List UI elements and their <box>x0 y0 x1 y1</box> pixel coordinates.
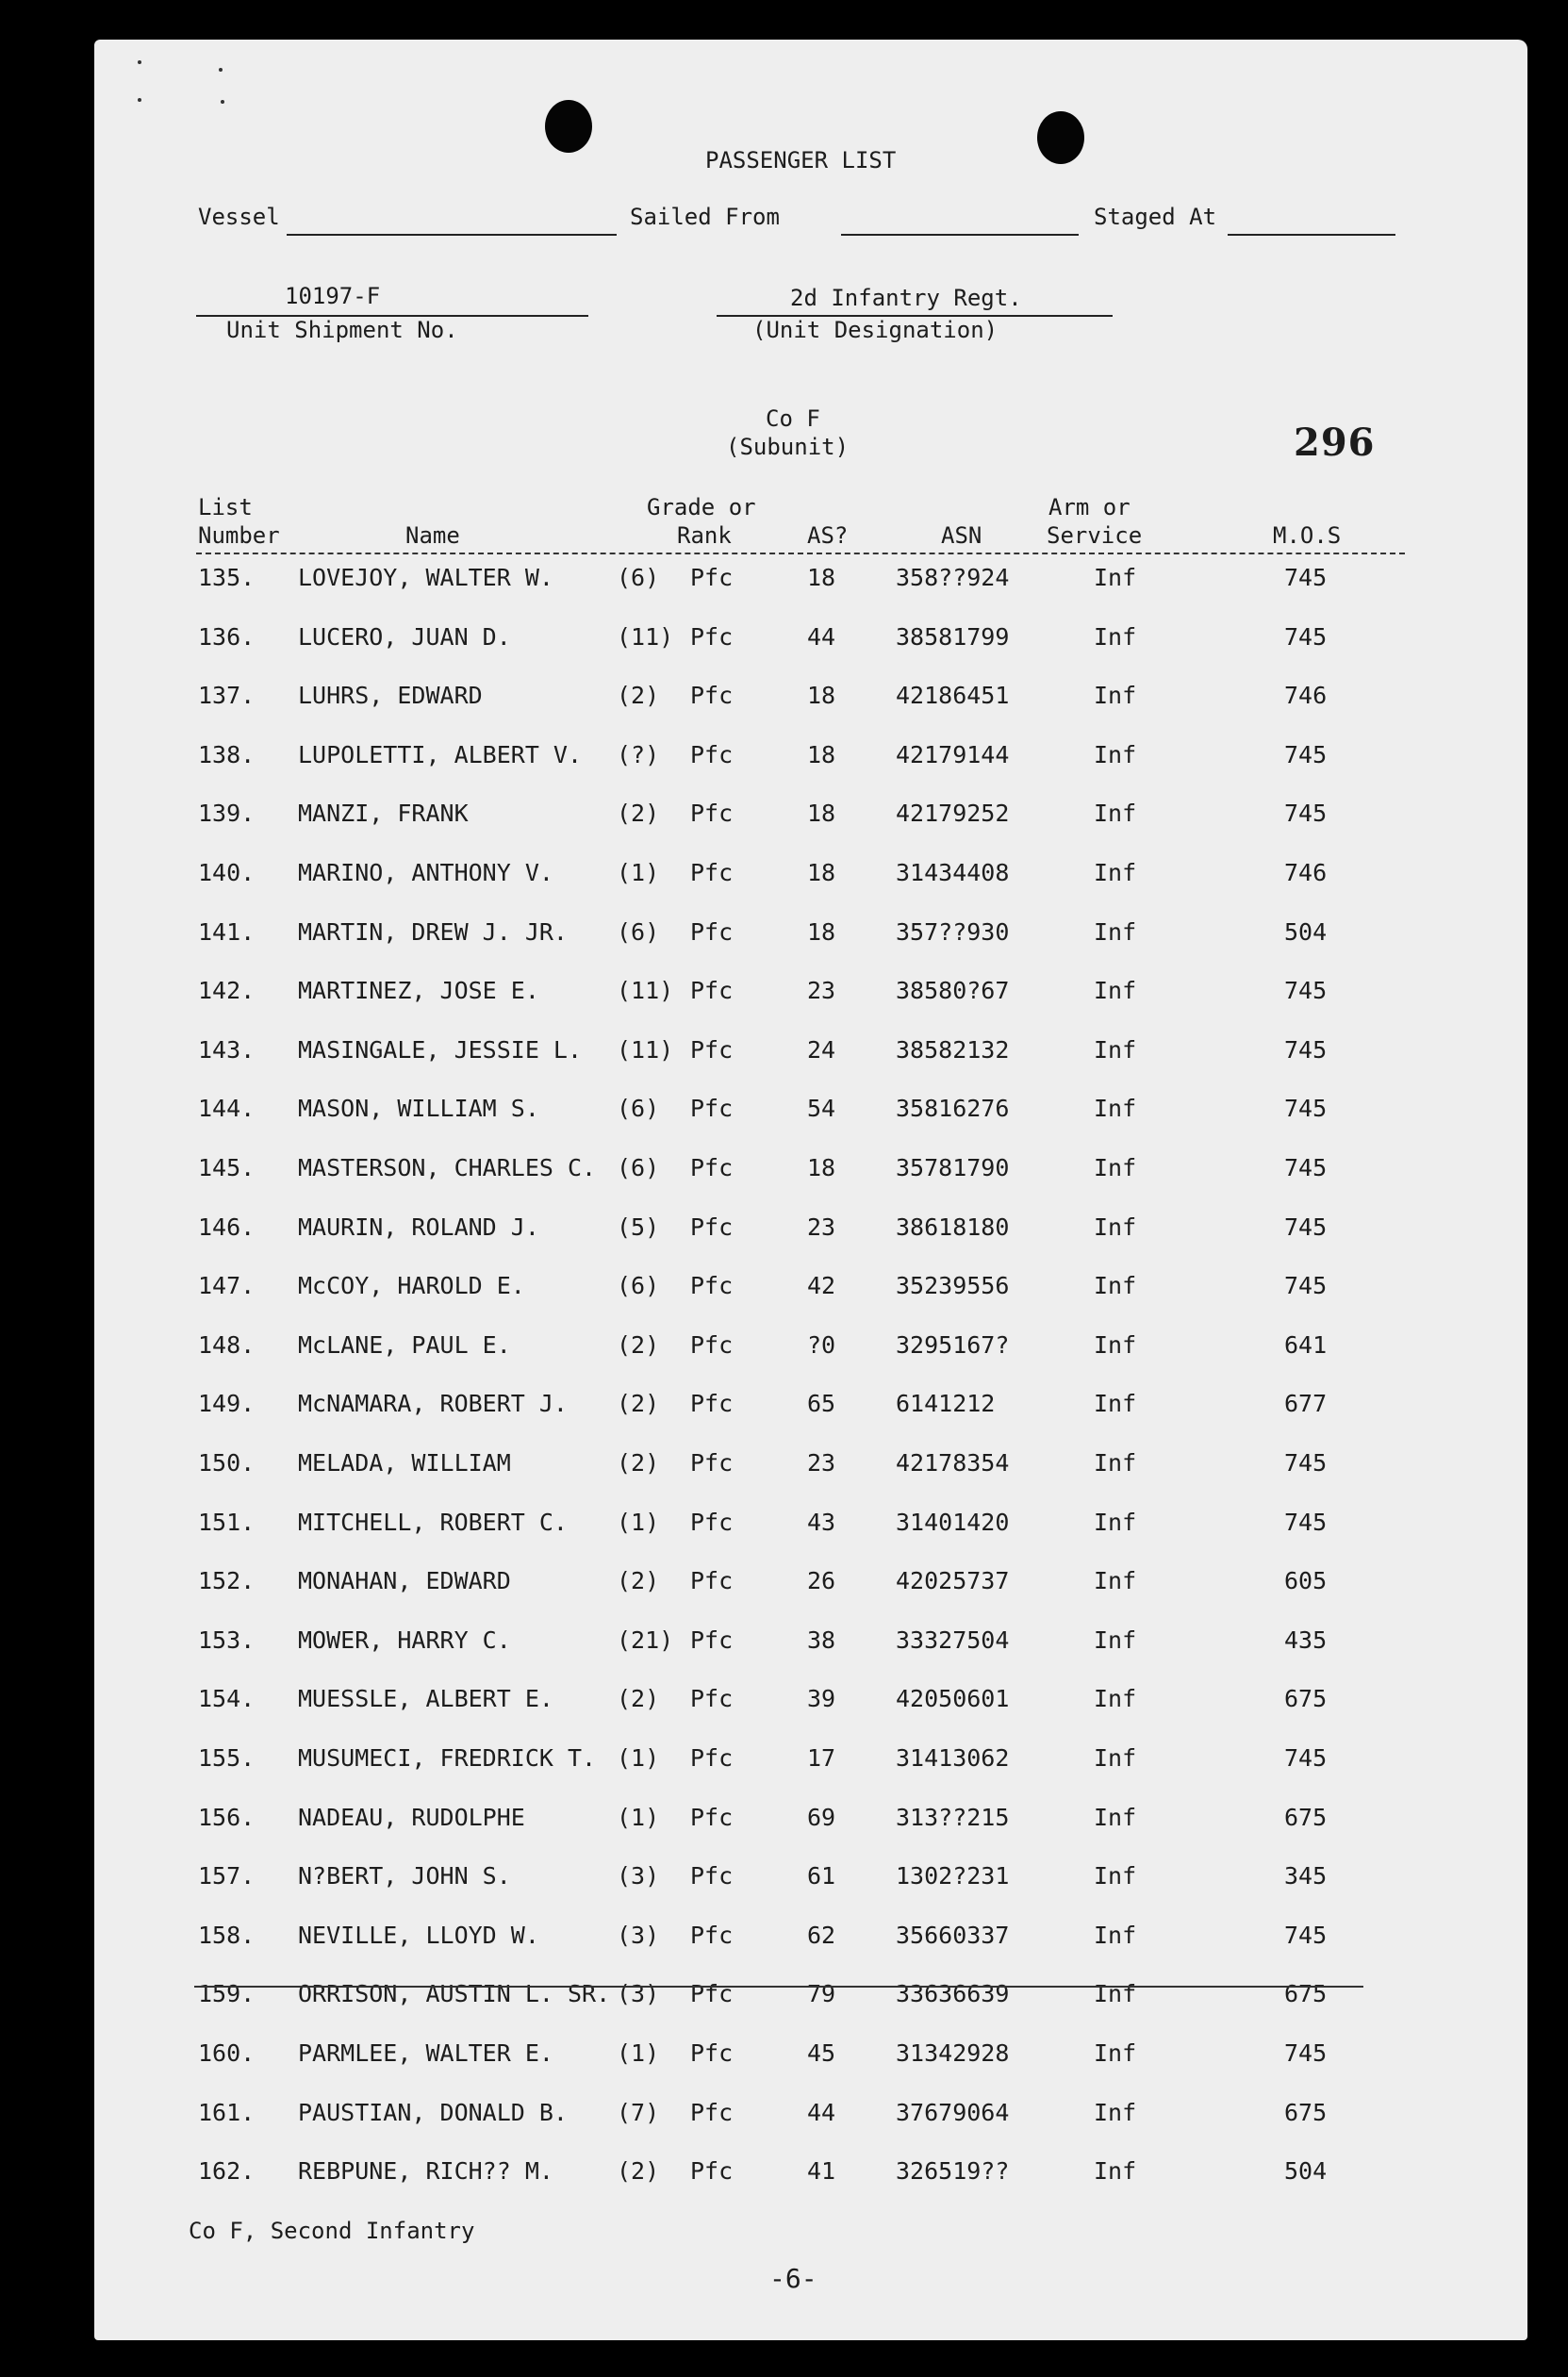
row-arm: Inf <box>1094 622 1137 651</box>
row-arm: Inf <box>1094 740 1137 768</box>
row-asn: 37679064 <box>896 2098 1010 2126</box>
row-mos: 745 <box>1284 800 1328 828</box>
row-age: 24 <box>807 1035 836 1064</box>
row-arm: Inf <box>1094 1921 1137 1949</box>
row-arm: Inf <box>1094 1390 1137 1418</box>
table-row <box>0 1862 1568 1921</box>
row-grade: (2) <box>617 682 660 710</box>
row-mos: 675 <box>1284 1685 1328 1713</box>
row-mos: 745 <box>1284 1508 1328 1536</box>
row-mos: 745 <box>1284 1449 1328 1477</box>
table-row <box>0 1685 1568 1743</box>
row-list-number: 139. <box>198 800 256 828</box>
row-mos: 745 <box>1284 1921 1328 1949</box>
col-arm-top: Arm or <box>1048 494 1131 520</box>
row-arm: Inf <box>1094 2098 1137 2126</box>
row-asn: 357??930 <box>896 917 1010 946</box>
row-list-number: 151. <box>198 1508 256 1536</box>
row-grade: (11) <box>617 1035 674 1064</box>
row-grade: (6) <box>617 1095 660 1123</box>
col-age: AS? <box>807 522 849 549</box>
table-row <box>0 1567 1568 1626</box>
row-rank: Pfc <box>690 1390 734 1418</box>
row-arm: Inf <box>1094 800 1137 828</box>
row-arm: Inf <box>1094 1035 1137 1064</box>
row-list-number: 161. <box>198 2098 256 2126</box>
row-mos: 345 <box>1284 1862 1328 1890</box>
table-row <box>0 1095 1568 1153</box>
table-row <box>0 1509 1568 1567</box>
row-mos: 746 <box>1284 859 1328 886</box>
row-age: 18 <box>807 740 836 768</box>
row-name: N?BERT, JOHN S. <box>298 1862 511 1890</box>
row-rank: Pfc <box>690 1449 734 1477</box>
row-age: 18 <box>807 564 836 591</box>
table-row <box>0 977 1568 1035</box>
table-row <box>0 564 1568 622</box>
row-mos: 745 <box>1284 1213 1328 1241</box>
table-row <box>0 682 1568 740</box>
row-name: MASTERSON, CHARLES C. <box>298 1154 597 1181</box>
row-rank: Pfc <box>690 1685 734 1713</box>
row-age: 18 <box>807 859 836 886</box>
company-sub-label: (Subunit) <box>726 434 850 460</box>
row-age: 23 <box>807 1449 836 1477</box>
table-row <box>0 1213 1568 1272</box>
row-list-number: 159. <box>198 1980 256 2008</box>
row-grade: (3) <box>617 1862 660 1890</box>
row-name: MUESSLE, ALBERT E. <box>298 1685 553 1713</box>
table-row <box>0 623 1568 682</box>
row-mos: 745 <box>1284 1095 1328 1123</box>
row-mos: 677 <box>1284 1390 1328 1418</box>
row-grade: (2) <box>617 1330 660 1359</box>
col-grade-bottom: Rank <box>677 522 732 549</box>
row-list-number: 153. <box>198 1626 256 1654</box>
row-name: NEVILLE, LLOYD W. <box>298 1921 539 1949</box>
row-grade: (2) <box>617 800 660 828</box>
row-arm: Inf <box>1094 1567 1137 1595</box>
row-arm: Inf <box>1094 1154 1137 1181</box>
row-list-number: 144. <box>198 1095 256 1123</box>
row-rank: Pfc <box>690 1744 734 1772</box>
row-mos: 745 <box>1284 1744 1328 1772</box>
form-title: PASSENGER LIST <box>705 147 897 173</box>
row-asn: 35239556 <box>896 1272 1010 1300</box>
row-age: 42 <box>807 1272 836 1300</box>
row-age: 65 <box>807 1390 836 1418</box>
row-list-number: 162. <box>198 2157 256 2186</box>
row-name: MAURIN, ROLAND J. <box>298 1213 539 1241</box>
company-value: Co F <box>766 405 820 432</box>
strike-through-line <box>194 1986 1363 1988</box>
row-name: McLANE, PAUL E. <box>298 1330 511 1359</box>
row-arm: Inf <box>1094 1095 1137 1123</box>
row-age: 38 <box>807 1626 836 1654</box>
unit-designation-label: (Unit Designation) <box>752 317 999 343</box>
scan-speck <box>221 100 224 104</box>
col-list-number-bottom: Number <box>198 522 280 549</box>
row-name: MASON, WILLIAM S. <box>298 1095 539 1123</box>
table-row <box>0 1154 1568 1213</box>
row-age: 23 <box>807 977 836 1005</box>
row-rank: Pfc <box>690 977 734 1005</box>
row-rank: Pfc <box>690 800 734 828</box>
row-mos: 675 <box>1284 2098 1328 2126</box>
row-rank: Pfc <box>690 1035 734 1064</box>
row-rank: Pfc <box>690 1213 734 1241</box>
row-grade: (2) <box>617 1567 660 1595</box>
row-grade: (2) <box>617 1449 660 1477</box>
row-asn: 31434408 <box>896 859 1010 886</box>
scan-speck <box>138 60 141 64</box>
row-name: MANZI, FRANK <box>298 800 469 828</box>
row-arm: Inf <box>1094 564 1137 591</box>
row-name: MARTIN, DREW J. JR. <box>298 917 568 946</box>
row-mos: 745 <box>1284 1272 1328 1300</box>
row-age: 43 <box>807 1508 836 1536</box>
row-rank: Pfc <box>690 1154 734 1181</box>
row-asn: 38618180 <box>896 1213 1010 1241</box>
col-grade-top: Grade or <box>647 494 756 520</box>
row-arm: Inf <box>1094 1803 1137 1831</box>
row-rank: Pfc <box>690 1921 734 1949</box>
row-asn: 326519?? <box>896 2157 1010 2186</box>
row-list-number: 138. <box>198 740 256 768</box>
table-row <box>0 2157 1568 2216</box>
table-row <box>0 1272 1568 1330</box>
row-list-number: 152. <box>198 1567 256 1595</box>
row-rank: Pfc <box>690 1567 734 1595</box>
row-list-number: 141. <box>198 917 256 946</box>
row-rank: Pfc <box>690 1862 734 1890</box>
row-grade: (1) <box>617 1508 660 1536</box>
row-name: McNAMARA, ROBERT J. <box>298 1390 568 1418</box>
row-arm: Inf <box>1094 1862 1137 1890</box>
row-arm: Inf <box>1094 1449 1137 1477</box>
row-name: MOWER, HARRY C. <box>298 1626 511 1654</box>
row-asn: 35660337 <box>896 1921 1010 1949</box>
row-mos: 745 <box>1284 1154 1328 1181</box>
row-grade: (1) <box>617 2039 660 2067</box>
row-grade: (21) <box>617 1626 674 1654</box>
row-asn: 38581799 <box>896 622 1010 651</box>
row-age: 44 <box>807 2098 836 2126</box>
row-grade: (3) <box>617 1980 660 2008</box>
row-arm: Inf <box>1094 917 1137 946</box>
unit-shipment-label: Unit Shipment No. <box>226 317 458 343</box>
row-name: ORRISON, AUSTIN L. SR. <box>298 1980 611 2008</box>
row-rank: Pfc <box>690 917 734 946</box>
row-grade: (2) <box>617 1685 660 1713</box>
row-list-number: 142. <box>198 977 256 1005</box>
row-grade: (1) <box>617 1803 660 1831</box>
vessel-label: Vessel <box>198 204 280 230</box>
row-arm: Inf <box>1094 1213 1137 1241</box>
row-arm: Inf <box>1094 1508 1137 1536</box>
row-mos: 745 <box>1284 740 1328 768</box>
row-asn: 33636639 <box>896 1980 1010 2008</box>
row-age: 39 <box>807 1685 836 1713</box>
row-list-number: 160. <box>198 2039 256 2067</box>
unit-shipment-number: 10197-F <box>285 283 381 309</box>
row-arm: Inf <box>1094 682 1137 710</box>
table-row <box>0 741 1568 800</box>
row-rank: Pfc <box>690 564 734 591</box>
table-row <box>0 859 1568 917</box>
row-grade: (6) <box>617 1272 660 1300</box>
row-list-number: 135. <box>198 564 256 591</box>
row-age: 44 <box>807 622 836 651</box>
row-arm: Inf <box>1094 1980 1137 2008</box>
row-name: McCOY, HAROLD E. <box>298 1272 525 1300</box>
table-row <box>0 1804 1568 1862</box>
row-age: 18 <box>807 800 836 828</box>
row-grade: (7) <box>617 2098 660 2126</box>
row-arm: Inf <box>1094 859 1137 886</box>
row-rank: Pfc <box>690 1980 734 2008</box>
row-asn: 42178354 <box>896 1449 1010 1477</box>
row-mos: 745 <box>1284 564 1328 591</box>
row-asn: 313??215 <box>896 1803 1010 1831</box>
row-asn: 31342928 <box>896 2039 1010 2067</box>
page-number-stamp: 296 <box>1294 421 1376 465</box>
staged-at-label: Staged At <box>1094 204 1217 230</box>
row-grade: (5) <box>617 1213 660 1241</box>
row-rank: Pfc <box>690 859 734 886</box>
table-row <box>0 1922 1568 1980</box>
row-list-number: 155. <box>198 1744 256 1772</box>
row-list-number: 146. <box>198 1213 256 1241</box>
row-asn: 33327504 <box>896 1626 1010 1654</box>
row-list-number: 147. <box>198 1272 256 1300</box>
row-age: 54 <box>807 1095 836 1123</box>
row-rank: Pfc <box>690 1626 734 1654</box>
row-asn: 42179144 <box>896 740 1010 768</box>
row-arm: Inf <box>1094 2039 1137 2067</box>
row-mos: 675 <box>1284 1980 1328 2008</box>
row-asn: 31401420 <box>896 1508 1010 1536</box>
row-asn: 38580?67 <box>896 977 1010 1005</box>
table-row <box>0 2039 1568 2098</box>
row-list-number: 137. <box>198 682 256 710</box>
row-name: LUCERO, JUAN D. <box>298 622 511 651</box>
table-row <box>0 1449 1568 1508</box>
row-asn: 42050601 <box>896 1685 1010 1713</box>
row-asn: 42025737 <box>896 1567 1010 1595</box>
row-mos: 745 <box>1284 977 1328 1005</box>
row-rank: Pfc <box>690 2157 734 2186</box>
row-age: ?0 <box>807 1330 836 1359</box>
row-list-number: 145. <box>198 1154 256 1181</box>
row-name: MARTINEZ, JOSE E. <box>298 977 539 1005</box>
row-rank: Pfc <box>690 682 734 710</box>
row-asn: 42186451 <box>896 682 1010 710</box>
row-mos: 746 <box>1284 682 1328 710</box>
row-asn: 35781790 <box>896 1154 1010 1181</box>
row-arm: Inf <box>1094 1744 1137 1772</box>
row-asn: 31413062 <box>896 1744 1010 1772</box>
row-mos: 745 <box>1284 1035 1328 1064</box>
row-mos: 675 <box>1284 1803 1328 1831</box>
row-age: 18 <box>807 917 836 946</box>
row-age: 61 <box>807 1862 836 1890</box>
row-list-number: 140. <box>198 859 256 886</box>
sailed-from-label: Sailed From <box>630 204 780 230</box>
row-mos: 504 <box>1284 917 1328 946</box>
row-asn: 35816276 <box>896 1095 1010 1123</box>
row-name: LOVEJOY, WALTER W. <box>298 564 553 591</box>
row-list-number: 143. <box>198 1035 256 1064</box>
footer-page-number: -6- <box>769 2263 817 2294</box>
row-mos: 605 <box>1284 1567 1328 1595</box>
row-grade: (11) <box>617 622 674 651</box>
scan-speck <box>219 68 223 72</box>
row-rank: Pfc <box>690 1803 734 1831</box>
table-row <box>0 1626 1568 1685</box>
row-age: 18 <box>807 682 836 710</box>
row-rank: Pfc <box>690 2098 734 2126</box>
row-grade: (11) <box>617 977 674 1005</box>
row-name: LUPOLETTI, ALBERT V. <box>298 740 583 768</box>
punch-hole-right <box>1037 111 1084 164</box>
table-row <box>0 1036 1568 1095</box>
footer-unit: Co F, Second Infantry <box>189 2218 475 2244</box>
row-rank: Pfc <box>690 1095 734 1123</box>
row-rank: Pfc <box>690 1272 734 1300</box>
row-rank: Pfc <box>690 1330 734 1359</box>
row-grade: (2) <box>617 2157 660 2186</box>
row-name: REBPUNE, RICH?? M. <box>298 2157 553 2186</box>
row-mos: 745 <box>1284 2039 1328 2067</box>
row-list-number: 158. <box>198 1921 256 1949</box>
row-arm: Inf <box>1094 1626 1137 1654</box>
row-arm: Inf <box>1094 2157 1137 2186</box>
row-name: LUHRS, EDWARD <box>298 682 483 710</box>
row-grade: (6) <box>617 1154 660 1181</box>
row-arm: Inf <box>1094 1330 1137 1359</box>
scan-speck <box>138 98 141 102</box>
row-age: 18 <box>807 1154 836 1181</box>
row-age: 62 <box>807 1921 836 1949</box>
row-name: MARINO, ANTHONY V. <box>298 859 553 886</box>
table-row <box>0 800 1568 858</box>
row-name: NADEAU, RUDOLPHE <box>298 1803 525 1831</box>
row-rank: Pfc <box>690 622 734 651</box>
row-age: 41 <box>807 2157 836 2186</box>
table-row <box>0 2099 1568 2157</box>
row-asn: 358??924 <box>896 564 1010 591</box>
row-name: MASINGALE, JESSIE L. <box>298 1035 583 1064</box>
sailed-from-field-line <box>841 234 1079 236</box>
unit-designation-value: 2d Infantry Regt. <box>790 285 1022 311</box>
row-mos: 641 <box>1284 1330 1328 1359</box>
row-name: MONAHAN, EDWARD <box>298 1567 511 1595</box>
row-asn: 42179252 <box>896 800 1010 828</box>
row-grade: (6) <box>617 917 660 946</box>
row-age: 23 <box>807 1213 836 1241</box>
row-asn: 1302?231 <box>896 1862 1010 1890</box>
row-grade: (?) <box>617 740 660 768</box>
row-mos: 745 <box>1284 622 1328 651</box>
row-arm: Inf <box>1094 977 1137 1005</box>
header-rule <box>196 553 1405 554</box>
col-list-number-top: List <box>198 494 253 520</box>
row-age: 69 <box>807 1803 836 1831</box>
table-row <box>0 918 1568 977</box>
row-list-number: 154. <box>198 1685 256 1713</box>
row-arm: Inf <box>1094 1272 1137 1300</box>
row-name: MELADA, WILLIAM <box>298 1449 511 1477</box>
row-grade: (1) <box>617 859 660 886</box>
row-rank: Pfc <box>690 740 734 768</box>
table-row <box>0 1331 1568 1390</box>
row-age: 79 <box>807 1980 836 2008</box>
row-name: MUSUMECI, FREDRICK T. <box>298 1744 597 1772</box>
col-mos: M.O.S <box>1273 522 1342 549</box>
row-grade: (2) <box>617 1390 660 1418</box>
row-asn: 3295167? <box>896 1330 1010 1359</box>
row-list-number: 149. <box>198 1390 256 1418</box>
col-arm-bottom: Service <box>1047 522 1143 549</box>
row-list-number: 136. <box>198 622 256 651</box>
row-list-number: 148. <box>198 1330 256 1359</box>
row-name: MITCHELL, ROBERT C. <box>298 1508 568 1536</box>
row-arm: Inf <box>1094 1685 1137 1713</box>
table-row <box>0 1980 1568 2039</box>
staged-at-field-line <box>1228 234 1395 236</box>
row-name: PAUSTIAN, DONALD B. <box>298 2098 568 2126</box>
row-mos: 504 <box>1284 2157 1328 2186</box>
row-grade: (3) <box>617 1921 660 1949</box>
row-grade: (1) <box>617 1744 660 1772</box>
row-age: 45 <box>807 2039 836 2067</box>
table-row <box>0 1744 1568 1803</box>
row-asn: 38582132 <box>896 1035 1010 1064</box>
col-asn: ASN <box>941 522 982 549</box>
row-age: 17 <box>807 1744 836 1772</box>
row-name: PARMLEE, WALTER E. <box>298 2039 553 2067</box>
table-row <box>0 1390 1568 1448</box>
row-grade: (6) <box>617 564 660 591</box>
row-mos: 435 <box>1284 1626 1328 1654</box>
vessel-field-line <box>287 234 617 236</box>
row-list-number: 157. <box>198 1862 256 1890</box>
row-age: 26 <box>807 1567 836 1595</box>
row-list-number: 150. <box>198 1449 256 1477</box>
row-rank: Pfc <box>690 1508 734 1536</box>
punch-hole-left <box>545 100 592 153</box>
row-rank: Pfc <box>690 2039 734 2067</box>
row-asn: 6141212 <box>896 1390 996 1418</box>
col-name: Name <box>405 522 460 549</box>
row-list-number: 156. <box>198 1803 256 1831</box>
